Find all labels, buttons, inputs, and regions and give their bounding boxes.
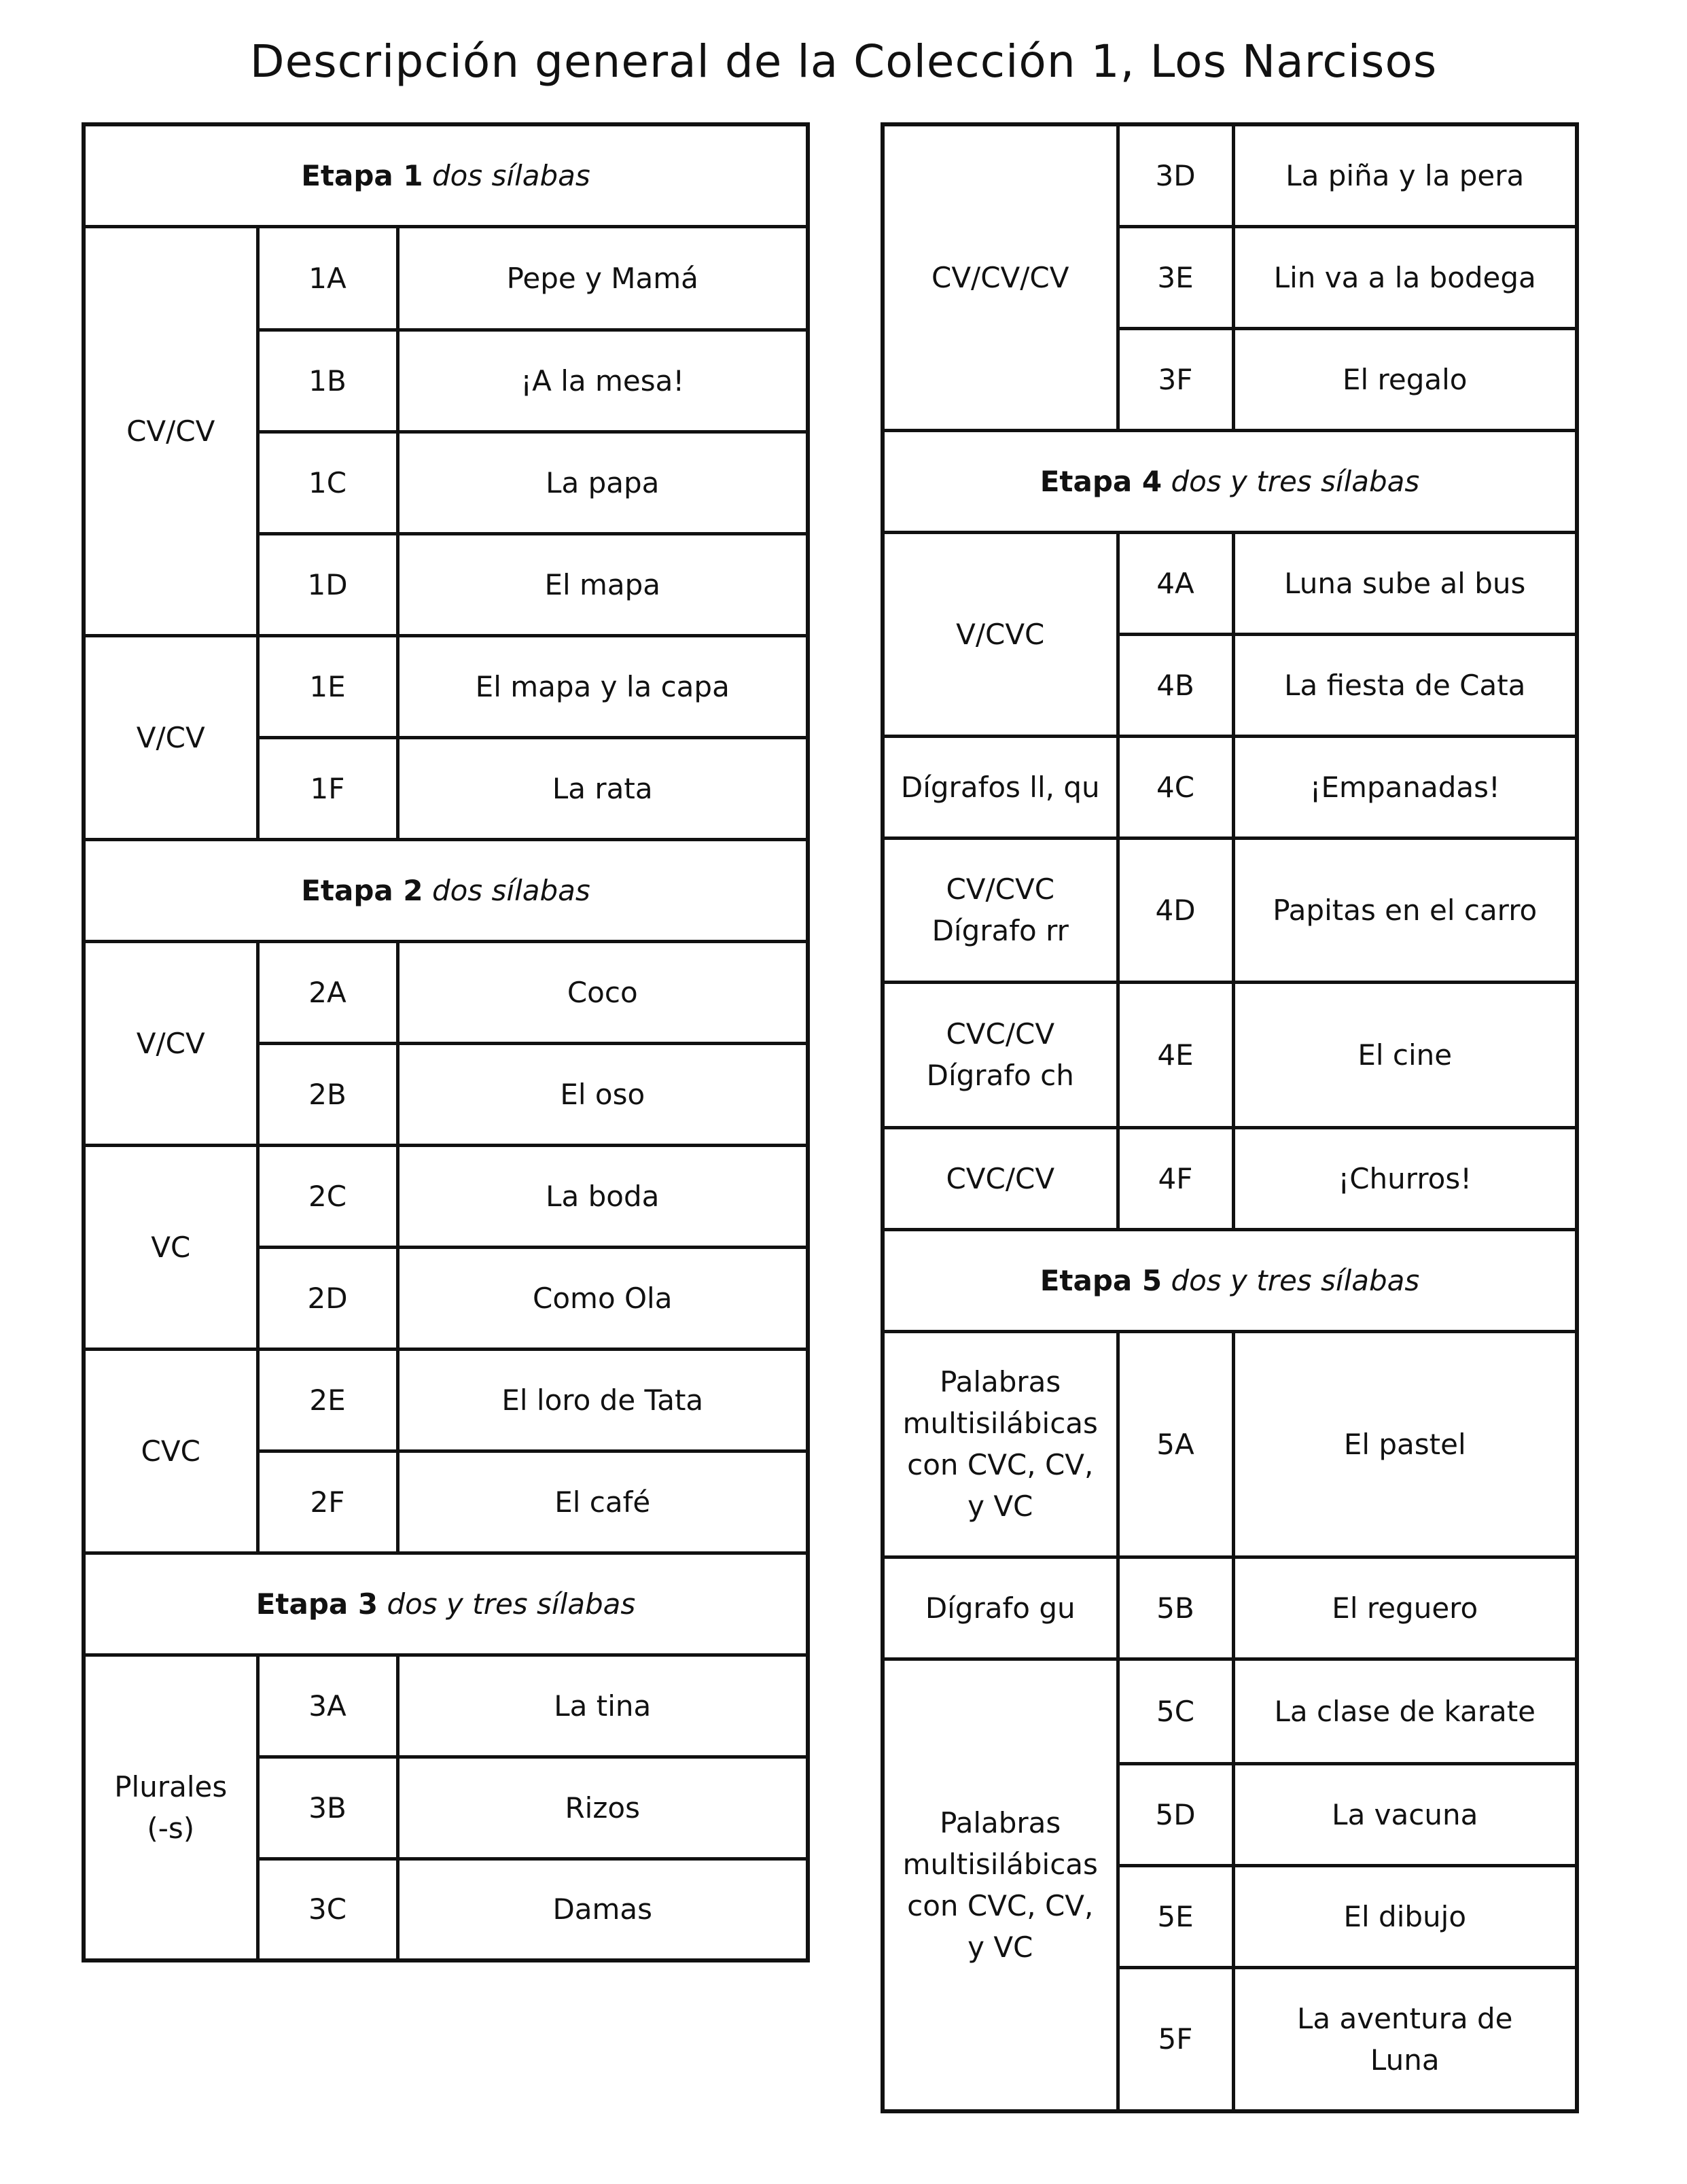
book-code: 2E <box>258 1349 397 1451</box>
book-title: El mapa y la capa <box>397 635 808 737</box>
book-code: 3B <box>258 1757 397 1859</box>
book-code: 1D <box>258 533 397 635</box>
book-code: 2F <box>258 1451 397 1553</box>
stage-label: Etapa 5 <box>1040 1263 1162 1297</box>
book-code: 1C <box>258 431 397 533</box>
pattern-cell: Dígrafo gu <box>883 1557 1118 1659</box>
book-code: 4D <box>1118 838 1233 982</box>
table-row <box>883 1557 1577 1659</box>
book-title: El pastel <box>1233 1331 1577 1557</box>
book-title: El regalo <box>1233 328 1577 430</box>
book-title: El loro de Tata <box>397 1349 808 1451</box>
book-title: Como Ola <box>397 1247 808 1349</box>
book-code: 5B <box>1118 1557 1233 1659</box>
book-title: La vacuna <box>1233 1763 1577 1865</box>
book-code: 4E <box>1118 982 1233 1127</box>
book-code: 5A <box>1118 1331 1233 1557</box>
stage-header-2 <box>84 839 808 941</box>
pattern-cell: Plurales (-s) <box>84 1655 258 1960</box>
pattern-cell: CV/CV <box>84 226 258 635</box>
table-row <box>883 736 1577 838</box>
book-title: La tina <box>397 1655 808 1757</box>
stage-label: Etapa 3 <box>255 1587 378 1621</box>
table-row <box>883 124 1577 226</box>
table-row <box>84 1145 808 1247</box>
book-code: 2D <box>258 1247 397 1349</box>
stage-syllables: dos y tres sílabas <box>387 1587 636 1621</box>
book-code: 3D <box>1118 124 1233 226</box>
stage-syllables: dos y tres sílabas <box>1171 464 1420 498</box>
pattern-cell: VC <box>84 1145 258 1349</box>
stage-header-1 <box>84 124 808 226</box>
stage-syllables: dos y tres sílabas <box>1171 1263 1420 1297</box>
pattern-cell: CV/CVC Dígrafo rr <box>883 838 1118 982</box>
pattern-cell: CVC/CV <box>883 1127 1118 1229</box>
pattern-cell: CV/CV/CV <box>883 124 1118 430</box>
book-code: 4B <box>1118 634 1233 736</box>
book-code: 1E <box>258 635 397 737</box>
table-row <box>84 1349 808 1451</box>
stage-header-row <box>84 124 808 226</box>
pattern-cell: Palabras multisilábicas con CVC, CV, y VC <box>883 1331 1118 1557</box>
pattern-cell: V/CV <box>84 635 258 839</box>
book-title: ¡Empanadas! <box>1233 736 1577 838</box>
stage-header-row <box>84 1553 808 1655</box>
stage-header-3 <box>84 1553 808 1655</box>
book-code: 5D <box>1118 1763 1233 1865</box>
book-title: La papa <box>397 431 808 533</box>
book-title: El mapa <box>397 533 808 635</box>
book-title: El cine <box>1233 982 1577 1127</box>
book-code: 3F <box>1118 328 1233 430</box>
book-title: La boda <box>397 1145 808 1247</box>
stage-header-row <box>883 1229 1577 1331</box>
pattern-cell: Palabras multisilábicas con CVC, CV, y VC <box>883 1659 1118 2111</box>
book-title: Lin va a la bodega <box>1233 226 1577 328</box>
book-code: 4F <box>1118 1127 1233 1229</box>
stage-table-right <box>881 122 1579 2113</box>
book-code: 5F <box>1118 1967 1233 2111</box>
book-title: Papitas en el carro <box>1233 838 1577 982</box>
stage-header-5 <box>883 1229 1577 1331</box>
table-row <box>883 838 1577 982</box>
book-title: El reguero <box>1233 1557 1577 1659</box>
pattern-cell: Dígrafos ll, qu <box>883 736 1118 838</box>
stage-header-4 <box>883 430 1577 532</box>
table-row <box>84 635 808 737</box>
book-title: ¡A la mesa! <box>397 330 808 431</box>
book-code: 2A <box>258 941 397 1043</box>
book-code: 5E <box>1118 1865 1233 1967</box>
stage-header-row <box>84 839 808 941</box>
pattern-cell: V/CV <box>84 941 258 1145</box>
book-title: La piña y la pera <box>1233 124 1577 226</box>
table-row <box>84 226 808 330</box>
table-row <box>883 1331 1577 1557</box>
book-title: La clase de karate <box>1233 1659 1577 1763</box>
book-code: 4C <box>1118 736 1233 838</box>
book-code: 1A <box>258 226 397 330</box>
table-row <box>84 941 808 1043</box>
stage-label: Etapa 4 <box>1040 464 1162 498</box>
book-title: La aventura de Luna <box>1233 1967 1577 2111</box>
pattern-cell: CVC/CV Dígrafo ch <box>883 982 1118 1127</box>
stage-label: Etapa 1 <box>301 158 423 192</box>
book-code: 1B <box>258 330 397 431</box>
page-title: Descripción general de la Colección 1, Los Narcisos <box>249 35 1438 88</box>
book-title: Luna sube al bus <box>1233 532 1577 634</box>
table-row <box>883 1127 1577 1229</box>
book-title: El dibujo <box>1233 1865 1577 1967</box>
book-title: Damas <box>397 1859 808 1960</box>
book-title: Pepe y Mamá <box>397 226 808 330</box>
table-row <box>883 982 1577 1127</box>
stage-header-row <box>883 430 1577 532</box>
book-code: 3C <box>258 1859 397 1960</box>
book-code: 2C <box>258 1145 397 1247</box>
book-code: 2B <box>258 1043 397 1145</box>
book-title: El oso <box>397 1043 808 1145</box>
book-code: 3A <box>258 1655 397 1757</box>
book-title: Coco <box>397 941 808 1043</box>
stage-syllables: dos sílabas <box>431 873 590 907</box>
book-code: 1F <box>258 737 397 839</box>
stage-syllables: dos sílabas <box>431 158 590 192</box>
table-row <box>84 1655 808 1757</box>
stage-label: Etapa 2 <box>301 873 423 907</box>
stage-table-left <box>82 122 810 1962</box>
table-row <box>883 1659 1577 1763</box>
book-title: Rizos <box>397 1757 808 1859</box>
book-title: ¡Churros! <box>1233 1127 1577 1229</box>
book-code: 5C <box>1118 1659 1233 1763</box>
pattern-cell: V/CVC <box>883 532 1118 736</box>
book-title: El café <box>397 1451 808 1553</box>
book-code: 4A <box>1118 532 1233 634</box>
book-title: La fiesta de Cata <box>1233 634 1577 736</box>
book-code: 3E <box>1118 226 1233 328</box>
pattern-cell: CVC <box>84 1349 258 1553</box>
table-row <box>883 532 1577 634</box>
book-title: La rata <box>397 737 808 839</box>
